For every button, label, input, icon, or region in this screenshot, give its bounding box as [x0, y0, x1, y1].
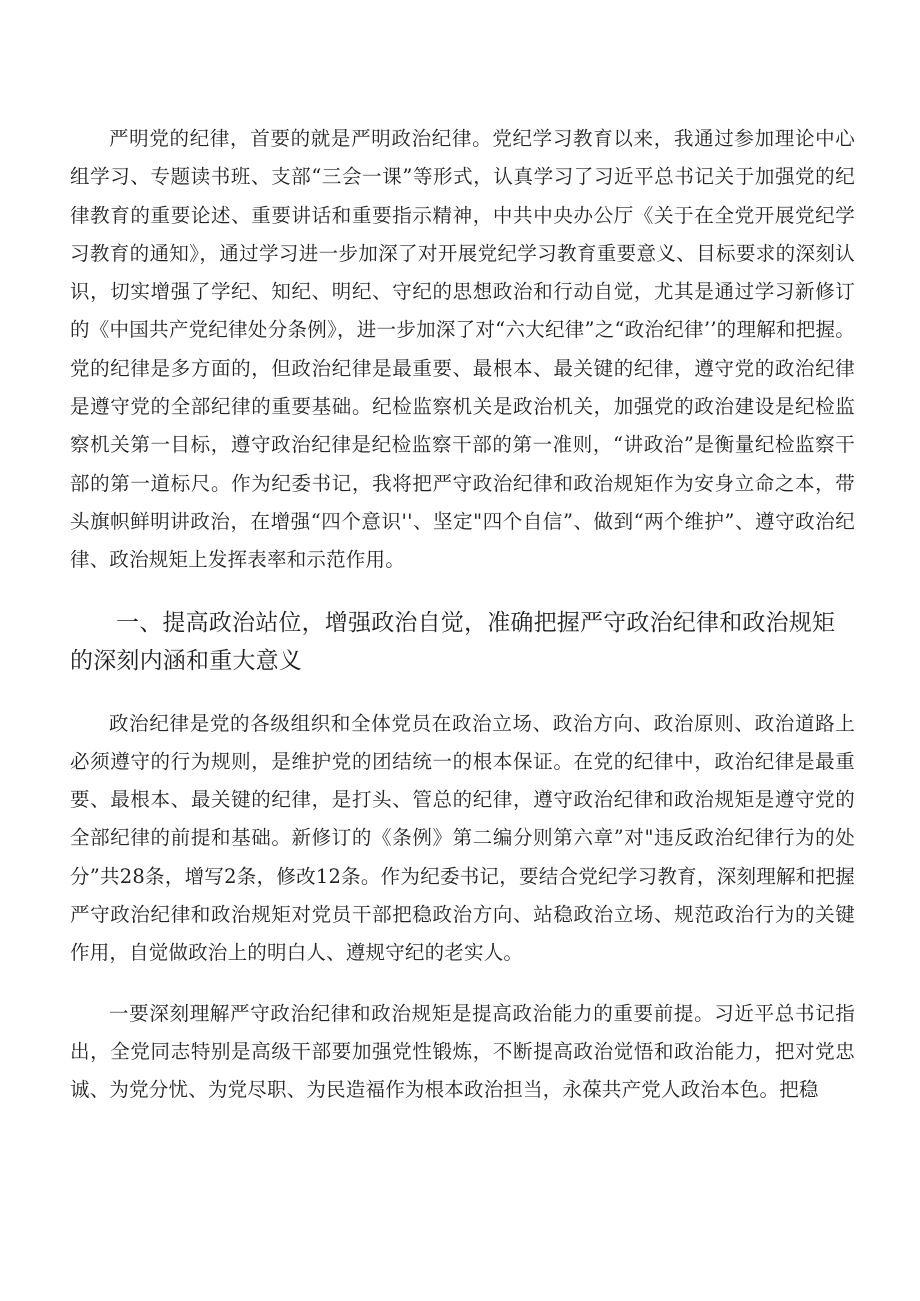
section-heading-1: 一、提高政治站位，增强政治自觉，准确把握严守政治纪律和政治规矩的深刻内涵和重大意义 — [70, 609, 836, 674]
body-paragraph-intro: 严明党的纪律，首要的就是严明政治纪律。党纪学习教育以来，我通过参加理论中心组学习、专题读书班、支部“三会一课”等形式，认真学习了习近平总书记关于加强党的纪律教育的重要论述、重要讲话和重要指示精神，中共中央办公厅《关于在全党开展党纪学习教育的通知》，通过学习进一步加深了对开展党纪学习教育重要意义、目标要求的深刻认识，切实增强了学纪、知纪、明纪、守纪的思想政治和行动自觉，尤其是通过学习新修订的《中国共产党纪律处分条例》，进一步加深了对“六大纪律”之“政治纪律’’的理解和把握。党的纪律是多方面的，但政治纪律是最重要、最根本、最关键的纪律，遵守党的政治纪律是遵守党的全部纪律的重要基础。纪检监察机关是政治机关，加强党的政治建设是纪检监察机关第一目标，遵守政治纪律是纪检监察干部的第一准则，“讲政治”是衡量纪检监察干部的第一道标尺。作为纪委书记，我将把严守政治纪律和政治规矩作为安身立命之本，带头旗帜鲜明讲政治，在增强“四个意识''、坚定"四个自信”、做到“两个维护”、遵守政治纪律、政治规矩上发挥表率和示范作用。 — [70, 127, 855, 572]
document-body — [70, 120, 855, 1110]
body-paragraph-political-discipline: 政治纪律是党的各级组织和全体党员在政治立场、政治方向、政治原则、政治道路上必须遵守的行为规则，是维护党的团结统一的根本保证。在党的纪律中，政治纪律是最重要、最根本、最关键的纪律，是打头、管总的纪律，遵守政治纪律和政治规矩是遵守党的全部纪律的前提和基础。新修订的《条例》第二编分则第六章”对"违反政治纪律行为的处分”共28条，增写2条，修改12条。作为纪委书记，要结合党纪学习教育，深刻理解和把握严守政治纪律和政治规矩对党员干部把稳政治方向、站稳政治立场、规范政治行为的关键作用，自觉做政治上的明白人、遵规守纪的老实人。 — [70, 711, 855, 965]
body-paragraph-first-requirement: 一要深刻理解严守政治纪律和政治规矩是提高政治能力的重要前提。习近平总书记指出，全党同志特别是高级干部要加强党性锻炼，不断提高政治觉悟和政治能力，把对党忠诚、为党分忧、为党尽职、为民造福作为根本政治担当，永葆共产党人政治本色。把稳 — [70, 1001, 855, 1102]
